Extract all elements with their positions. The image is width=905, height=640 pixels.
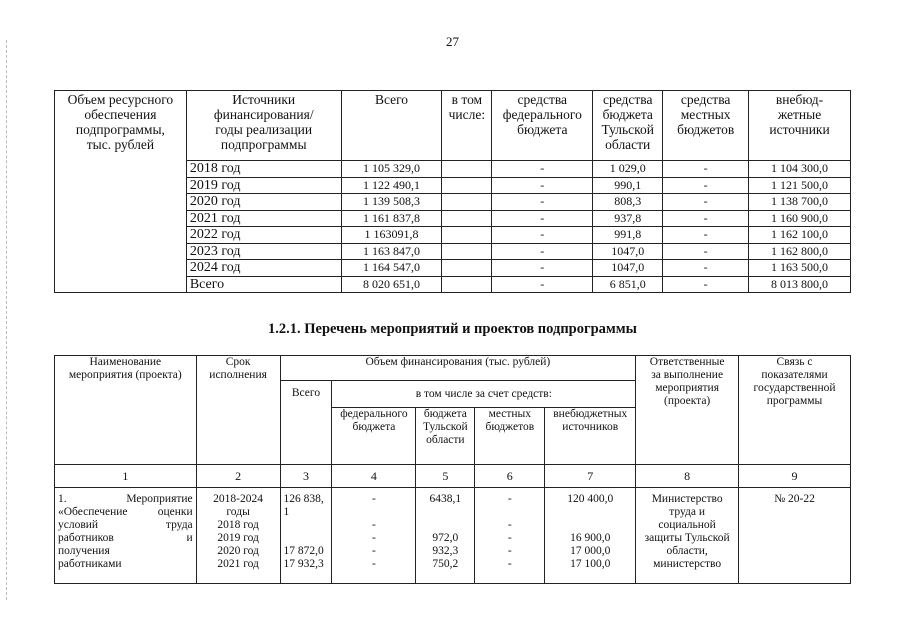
header-including: в том числе:: [442, 91, 492, 161]
header-volume: Объем финансирования (тыс. рублей): [280, 356, 636, 381]
table-row: [55, 488, 851, 584]
table-row: 2023 год 1 163 847,0 - 1047,0 - 1 162 800,0: [55, 243, 851, 260]
measure-link: № 20-22: [739, 488, 851, 584]
resource-label: Объем ресурсного обеспечения подпрограммы, тыс. рублей: [55, 91, 187, 293]
section-title: 1.2.1. Перечень мероприятий и проектов подпрограммы: [268, 321, 637, 337]
table-row: 2020 год 1 139 508,3 - 808,3 - 1 138 700,0: [55, 194, 851, 211]
measure-total: 126 838, 1 17 872,0 17 932,3: [280, 488, 332, 584]
table-row: 2018 год 1 105 329,0 - 1 029,0 - 1 104 300,0: [55, 161, 851, 178]
resource-table: [54, 90, 851, 293]
header-link: Связь с показателями государственной программы: [739, 356, 851, 465]
measure-responsible: Министерство труда и социальной защиты Тульской области, министерство: [636, 488, 739, 584]
measure-local: - - - - -: [475, 488, 545, 584]
header-federal: средства федерального бюджета: [492, 91, 593, 161]
header-sources: Источники финансирования/ годы реализации подпрограммы: [186, 91, 341, 161]
measures-table: [54, 355, 851, 584]
header-extrabudget: внебюд- жетные источники: [749, 91, 851, 161]
header-term: Срок исполнения: [196, 356, 280, 465]
header-total: Всего: [341, 91, 442, 161]
header-local: средства местных бюджетов: [663, 91, 749, 161]
header-including: в том числе за счет средств:: [332, 381, 636, 408]
column-numbers-row: 1 2 3 4 5 6 7 8 9: [55, 465, 851, 488]
header-extrabudget: внебюджетных источников: [545, 408, 636, 465]
table-row: 2019 год 1 122 490,1 - 990,1 - 1 121 500,0: [55, 177, 851, 194]
measure-term: 2018-2024 годы 2018 год 2019 год 2020 год 2021 год: [196, 488, 280, 584]
header-regional: средства бюджета Тульской области: [593, 91, 663, 161]
header-responsible: Ответственные за выполнение мероприятия (проекта): [636, 356, 739, 465]
table-row: 2022 год 1 163091,8 - 991,8 - 1 162 100,0: [55, 227, 851, 244]
header-local: местных бюджетов: [475, 408, 545, 465]
measure-name: 1. Мероприятие «Обеспечение оценки условий труда работников и получения работниками: [55, 488, 197, 584]
measure-federal: - - - - -: [332, 488, 416, 584]
header-total: Всего: [280, 381, 332, 465]
measure-regional: 6438,1 972,0 932,3 750,2: [416, 488, 475, 584]
header-federal: федерального бюджета: [332, 408, 416, 465]
page-number: 27: [446, 34, 459, 49]
table-row: 2024 год 1 164 547,0 - 1047,0 - 1 163 500,0: [55, 260, 851, 277]
header-regional: бюджета Тульской области: [416, 408, 475, 465]
table-row-total: Всего 8 020 651,0 - 6 851,0 - 8 013 800,0: [55, 276, 851, 293]
header-name: Наименование мероприятия (проекта): [55, 356, 197, 465]
table-row: 2021 год 1 161 837,8 - 937,8 - 1 160 900,0: [55, 210, 851, 227]
margin-line: [6, 40, 8, 600]
measure-extrabudget: 120 400,0 16 900,0 17 000,0 17 100,0: [545, 488, 636, 584]
